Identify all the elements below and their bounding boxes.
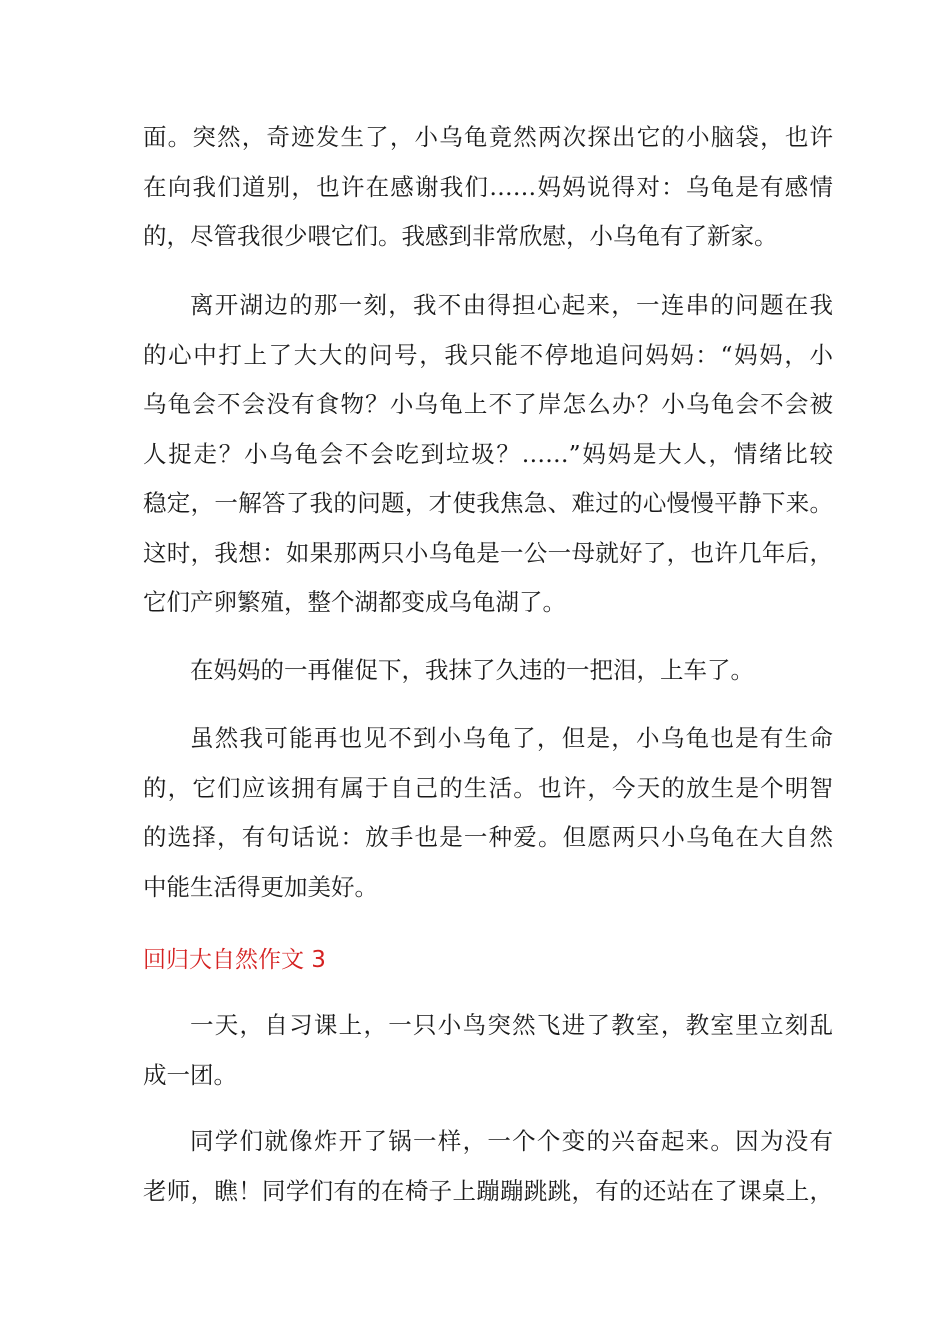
paragraph-6 — [143, 1117, 833, 1216]
paragraph-line: 在妈妈的一再催促下，我抹了久违的一把泪，上车了。 — [190, 656, 754, 684]
section-heading: 回归大自然作文 3 — [143, 947, 326, 973]
paragraph-2 — [143, 281, 833, 628]
paragraph-line: 的，尽管我很少喂它们。我感到非常欣慰，小乌龟有了新家。 — [143, 222, 778, 250]
paragraph-line: 虽然我可能再也见不到小乌龟了，但是，小乌龟也是有生命 — [190, 724, 833, 752]
paragraph-line: 这时，我想：如果那两只小乌龟是一公一母就好了，也许几年后， — [143, 538, 833, 567]
paragraph-line: 面。突然，奇迹发生了，小乌龟竟然两次探出它的小脑袋，也许 — [143, 123, 833, 151]
paragraph-line: 的，它们应该拥有属于自己的生活。也许，今天的放生是个明智 — [143, 773, 833, 802]
paragraph-3 — [143, 646, 833, 696]
paragraph-line: 乌龟会不会没有食物？小乌龟上不了岸怎么办？小乌龟会不会被 — [143, 390, 833, 418]
paragraph-line: 的心中打上了大大的问号，我只能不停地追问妈妈：“妈妈，小 — [143, 340, 833, 369]
paragraph-line: 成一团。 — [143, 1060, 237, 1089]
paragraph-line: 它们产卵繁殖，整个湖都变成乌龟湖了。 — [143, 588, 566, 616]
paragraph-4 — [143, 714, 833, 912]
paragraph-line: 的选择，有句话说：放手也是一种爱。但愿两只小乌龟在大自然 — [143, 823, 833, 851]
paragraph-5 — [143, 1001, 833, 1100]
paragraph-line: 一天，自习课上，一只小鸟突然飞进了教室，教室里立刻乱 — [190, 1011, 833, 1039]
paragraph-line: 在向我们道别，也许在感谢我们……妈妈说得对：乌龟是有感情 — [143, 172, 833, 201]
paragraph-line: 离开湖边的那一刻，我不由得担心起来，一连串的问题在我 — [190, 291, 833, 319]
paragraph-line: 稳定，一解答了我的问题，才使我焦急、难过的心慢慢平静下来。 — [143, 489, 833, 517]
paragraph-line: 中能生活得更加美好。 — [143, 872, 378, 901]
paragraph-line: 老师，瞧！同学们有的在椅子上蹦蹦跳跳，有的还站在了课桌上， — [143, 1176, 833, 1205]
paragraph-line: 同学们就像炸开了锅一样，一个个变的兴奋起来。因为没有 — [190, 1127, 833, 1155]
paragraph-line: 人捉走？小乌龟会不会吃到垃圾？……”妈妈是大人，情绪比较 — [143, 439, 833, 468]
paragraph-1 — [143, 113, 833, 262]
